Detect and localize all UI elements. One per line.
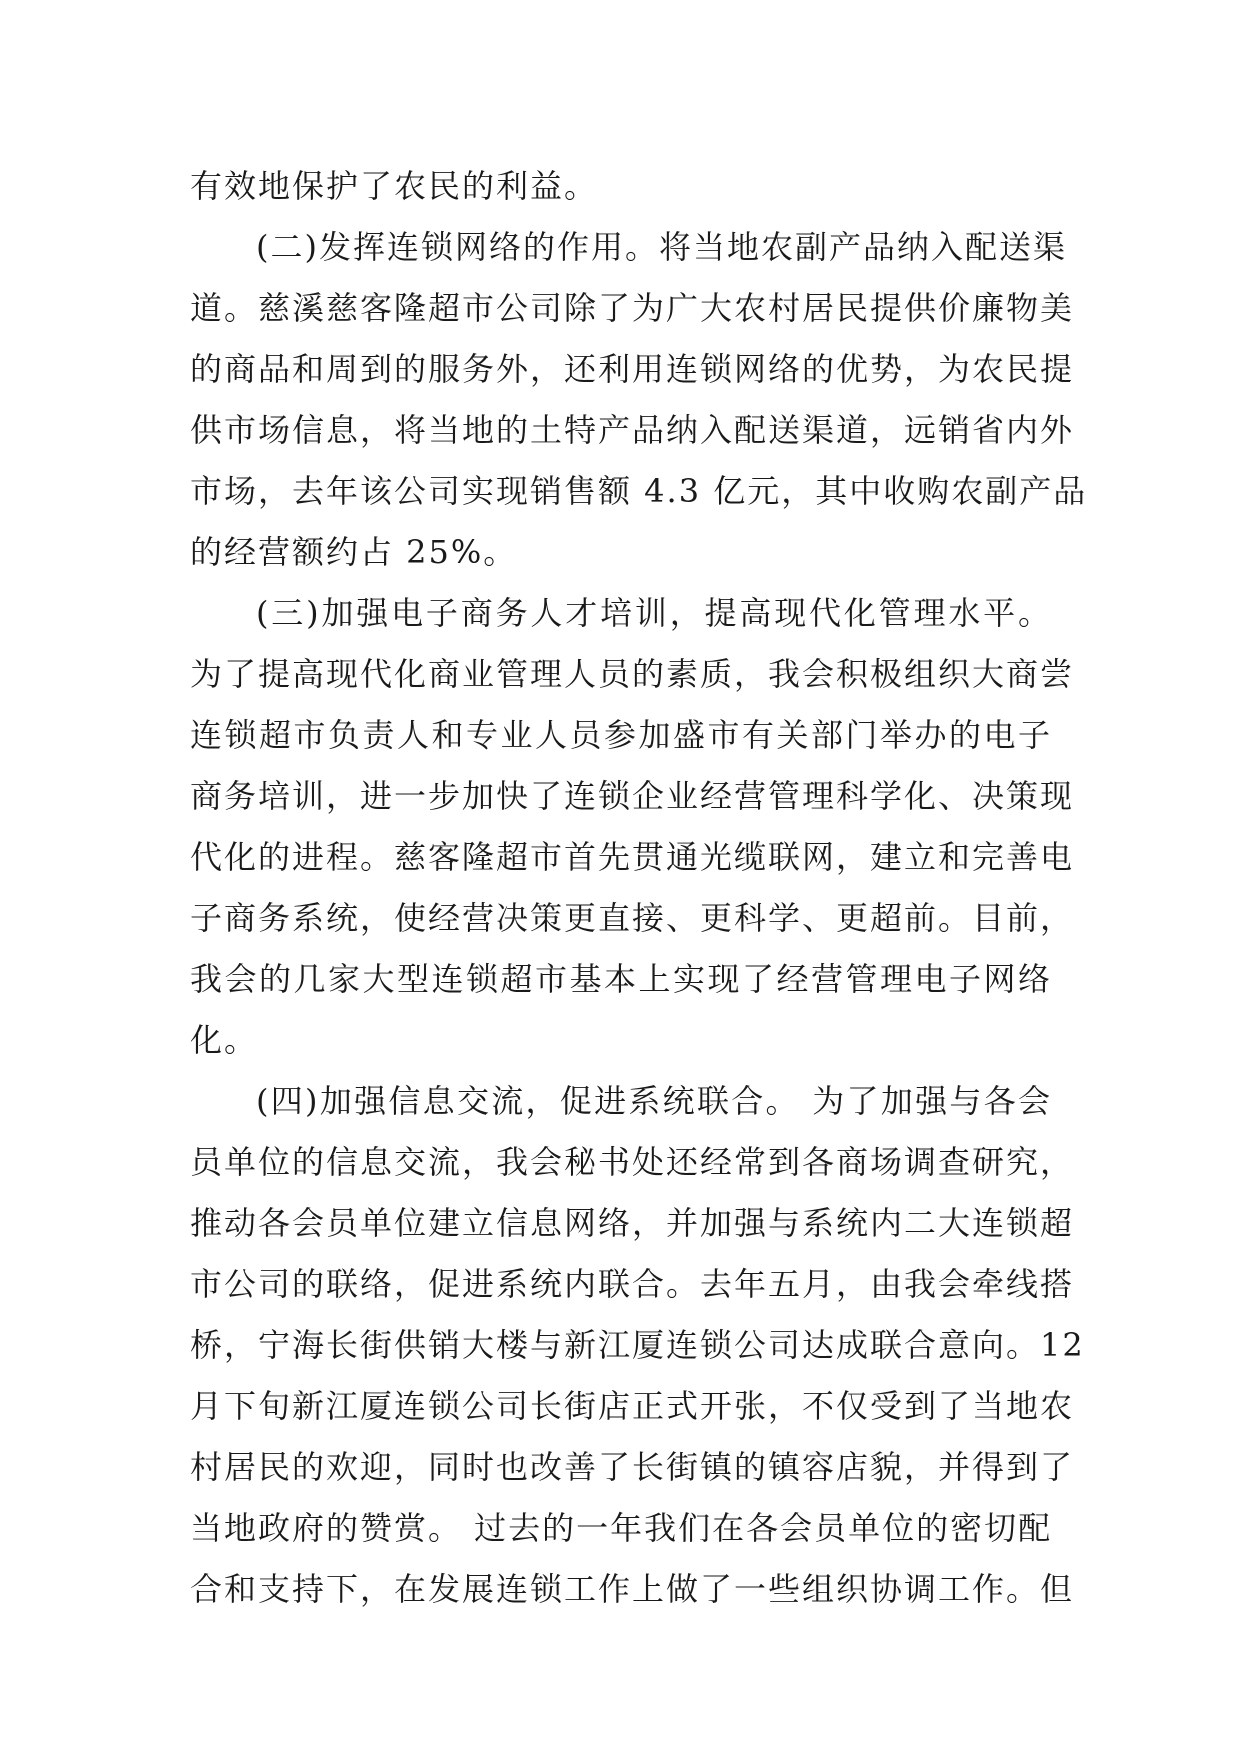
text-line-12: 代化的进程。慈客隆超市首先贯通光缆联网，建立和完善电: [190, 838, 1075, 876]
text-line-22: 村居民的欢迎，同时也改善了长街镇的镇容店貌，并得到了: [190, 1448, 1075, 1486]
text-line-20: 桥，宁海长街供销大楼与新江厦连锁公司达成联合意向。12: [190, 1326, 1085, 1364]
text-line-10: 连锁超市负责人和专业人员参加盛市有关部门举办的电子: [190, 716, 1052, 754]
text-line-23: 当地政府的赞赏。 过去的一年我们在各会员单位的密切配: [190, 1509, 1053, 1547]
text-line-18: 推动各会员单位建立信息网络，并加强与系统内二大连锁超: [190, 1204, 1075, 1242]
text-line-14: 我会的几家大型连锁超市基本上实现了经营管理电子网络: [190, 960, 1052, 998]
text-line-16: (四)加强信息交流，促进系统联合。 为了加强与各会: [256, 1082, 1052, 1120]
text-line-24: 合和支持下，在发展连锁工作上做了一些组织协调工作。但: [190, 1570, 1075, 1608]
text-line-15: 化。: [190, 1021, 259, 1059]
text-line-17: 员单位的信息交流，我会秘书处还经常到各商场调查研究，: [190, 1143, 1075, 1181]
text-line-9: 为了提高现代化商业管理人员的素质，我会积极组织大商尝: [190, 655, 1075, 693]
document-page: [190, 156, 1088, 1620]
text-line-21: 月下旬新江厦连锁公司长街店正式开张，不仅受到了当地农: [190, 1387, 1075, 1425]
text-line-6: 市场，去年该公司实现销售额 4.3 亿元，其中收购农副产品: [190, 472, 1088, 510]
text-line-1: 有效地保护了农民的利益。: [190, 167, 599, 205]
text-line-8: (三)加强电子商务人才培训，提高现代化管理水平。: [256, 594, 1052, 632]
text-line-13: 子商务系统，使经营决策更直接、更科学、更超前。目前，: [190, 899, 1075, 937]
text-line-5: 供市场信息，将当地的土特产品纳入配送渠道，远销省内外: [190, 411, 1075, 449]
text-line-2: (二)发挥连锁网络的作用。将当地农副产品纳入配送渠: [256, 228, 1067, 266]
text-line-4: 的商品和周到的服务外，还利用连锁网络的优势，为农民提: [190, 350, 1075, 388]
text-line-11: 商务培训，进一步加快了连锁企业经营管理科学化、决策现: [190, 777, 1075, 815]
text-line-3: 道。慈溪慈客隆超市公司除了为广大农村居民提供价廉物美: [190, 289, 1075, 327]
text-line-19: 市公司的联络，促进系统内联合。去年五月，由我会牵线搭: [190, 1265, 1075, 1303]
text-line-7: 的经营额约占 25%。: [190, 533, 518, 571]
